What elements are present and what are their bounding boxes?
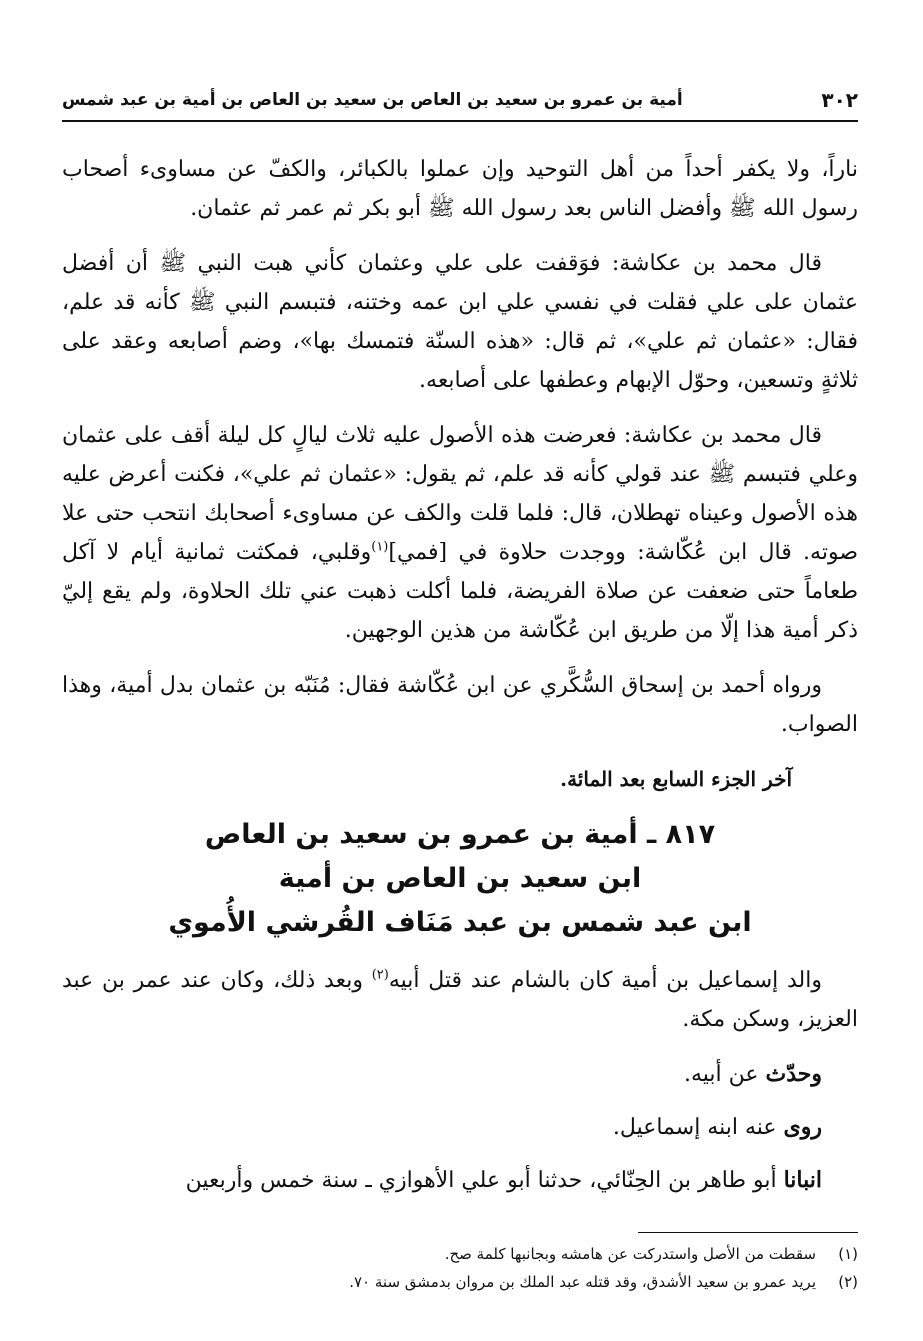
rawa-text: عنه ابنه إسماعيل. [612, 1115, 784, 1140]
isnad-line [62, 1161, 858, 1200]
biography-intro [62, 961, 858, 1039]
footnote-ref-2[interactable]: (٢) [371, 967, 389, 983]
paragraph-4: ورواه أحمد بن إسحاق السُّكَّري عن ابن عُكّاشة فقال: مُنَبّه بن عثمان بدل أمية، وهذا الصواب. [62, 673, 858, 737]
paragraph-1: ناراً، ولا يكفر أحداً من أهل التوحيد وإن عملوا بالكبائر، والكفّ عن مساوىء أصحاب رسول الله ﷺ وأفضل الناس بعد رسول الله ﷺ أبو بكر ثم عمر ثم عثمان. [62, 157, 858, 221]
running-title: أمية بن عمرو بن سعيد بن العاص بن سعيد بن العاص بن أمية بن عبد شمس [62, 90, 683, 110]
footnote-text: سقطت من الأصل واستدركت عن هامشه وبجانبها كلمة صح. [444, 1245, 816, 1263]
biography-heading-line-2: ابن سعيد بن العاص بن أمية [278, 863, 642, 894]
paragraph-2: قال محمد بن عكاشة: فوَقفت على علي وعثمان كأني هبت النبي ﷺ أن أفضل عثمان على علي فقلت في نفسي علي ابن عمه وختنه، فتبسم النبي ﷺ كأنه قد علم، فقال: «عثمان ثم علي»، ثم قال: «هذه السنّة فتمسك بها»، وضم أصابعه وعقد على ثلاثةٍ وتسعين، وحوّل الإبهام وعطفها على أصابعه. [62, 251, 858, 393]
page-header [62, 80, 858, 122]
anba-text: أبو طاهر بن الحِنّائي، حدثنا أبو علي الأهوازي ـ سنة خمس وأربعين [185, 1168, 784, 1193]
narrated-from-line [62, 1055, 858, 1094]
narrated-by-line [62, 1108, 858, 1147]
biography-intro-start: والد إسماعيل بن أمية كان بالشام عند قتل أبيه [388, 968, 822, 993]
footnote-text: يريد عمرو بن سعيد الأشدق، وقد قتله عبد الملك بن مروان بدمشق سنة ٧٠. [349, 1273, 816, 1291]
page-number: ٣٠٢ [821, 88, 858, 112]
haddath-keyword: وحدّث [765, 1061, 822, 1087]
rawa-keyword: روى [783, 1114, 822, 1140]
biography-heading-line-3: ابن عبد شمس بن عبد مَنَاف القُرشي الأُموي [168, 907, 752, 938]
haddath-text: عن أبيه. [683, 1062, 766, 1087]
footnotes [62, 1240, 858, 1296]
footnote-2 [62, 1268, 858, 1296]
biography-intro-end: وبعد ذلك، وكان عند عمر بن عبد العزيز، وسكن مكة. [62, 968, 858, 1032]
anba-keyword: انبانا [783, 1167, 822, 1193]
paragraph-3-end: وقلبي، فمكثت ثمانية أيام لا آكل طعاماً حتى ضعفت عن صلاة الفريضة، فلما أكلت ذهبت عني تلك الحلاوة، ولم يقع إليّ ذكر أمية هذا إلّا من طريق ابن عُكّاشة من هذين الوجهين. [62, 540, 858, 643]
footnote-number: (١) [838, 1245, 858, 1263]
biography-heading [62, 813, 858, 945]
paragraph-3 [62, 416, 858, 650]
footnote-ref-1[interactable]: (١) [371, 539, 389, 555]
main-text [62, 150, 858, 1214]
paragraph-3-start: قال محمد بن عكاشة: فعرضت هذه الأصول عليه ثلاث ليالٍ كل ليلة أقف على عثمان وعلي فتبسم ﷺ عند قولي كأنه قد علم، ثم يقول: «عثمان ثم علي»، فكنت أعرض عليه هذه الأصول وعيناه تهطلان، قال: فلما قلت والكف عن مساوىء أصحابك انتحب حتى علا صوته. قال ابن عُكّاشة: ووجدت حلاوة في [فمي] [62, 423, 859, 565]
biography-heading-line-1: ٨١٧ ـ أمية بن عمرو بن سعيد بن العاص [204, 819, 716, 850]
footnote-number: (٢) [838, 1273, 858, 1291]
footnote-separator [638, 1232, 858, 1233]
part-end-note: آخر الجزء السابع بعد المائة. [560, 767, 792, 791]
footnote-1 [62, 1240, 858, 1268]
